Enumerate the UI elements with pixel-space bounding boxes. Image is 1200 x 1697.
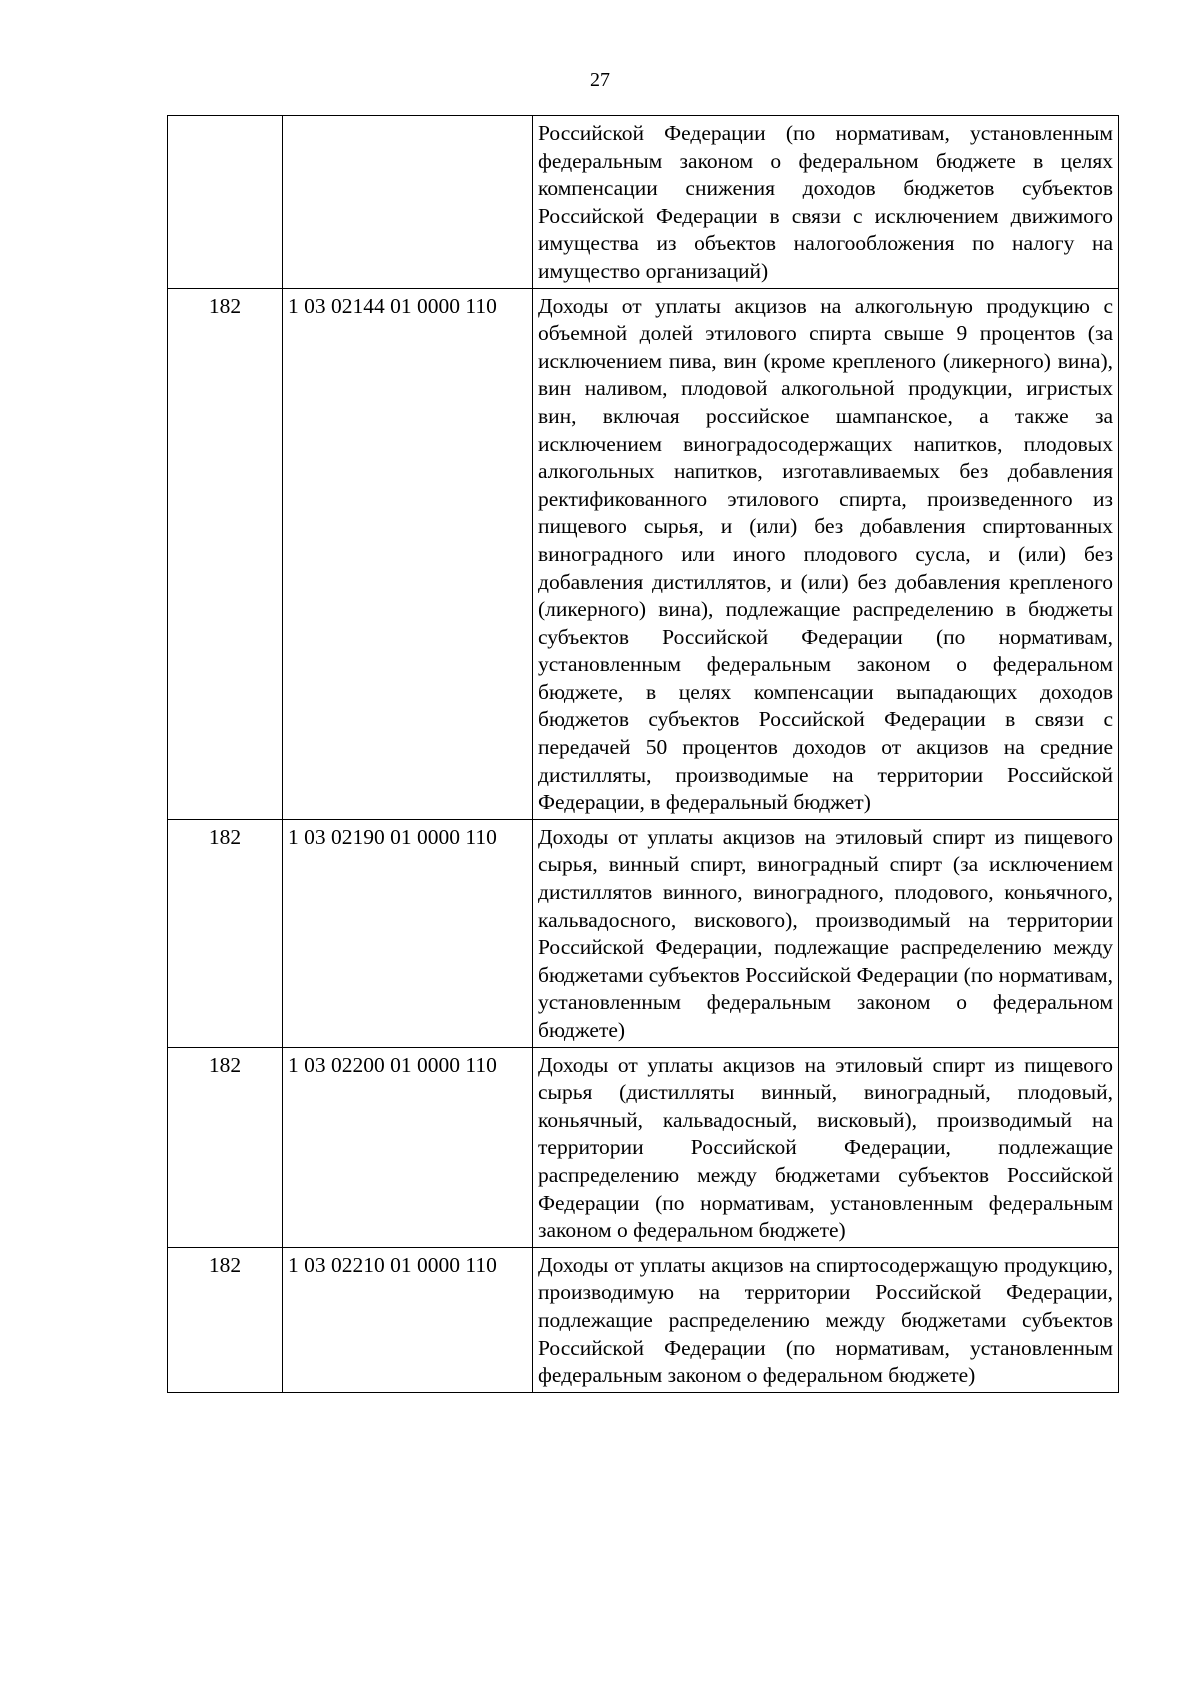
revenue-name-cell: Доходы от уплаты акцизов на этиловый спирт из пищевого сырья, винный спирт, виноградный спирт (за исключением дистиллятов винного, виноградного, плодового, коньячного, кальвадосного, вискового), производимый на территории Российской Федерации, подлежащие распределению между бюджетами субъектов Российской Федерации (по нормативам, установленным федеральным законом о федеральном бюджете) — [533, 819, 1119, 1047]
revenue-name-cell: Доходы от уплаты акцизов на алкогольную продукцию с объемной долей этилового спирта свыше 9 процентов (за исключением пива, вин (кроме крепленого (ликерного) вина), вин наливом, плодовой алкогольной продукции, игристых вин, включая российское шампанское, а также за исключением виноградосодержащих напитков, плодовых алкогольных напитков, изготавливаемых без добавления ректификованного этилового спирта, произведенного из пищевого сырья, и (или) без добавления спиртованных виноградного или иного плодового сусла, и (или) без добавления дистиллятов, и (или) без добавления крепленого (ликерного) вина), подлежащие распределению в бюджеты субъектов Российской Федерации (по нормативам, установленным федеральным законом о федеральном бюджете, в целях компенсации выпадающих доходов бюджетов субъектов Российской Федерации в связи с передачей 50 процентов доходов от акцизов на средние дистилляты, производимые на территории Российской Федерации, в федеральный бюджет) — [533, 288, 1119, 819]
admin-code-cell — [168, 116, 283, 289]
kbk-code-cell: 1 03 02200 01 0000 110 — [283, 1047, 533, 1247]
admin-code-cell: 182 — [168, 1047, 283, 1247]
revenue-name-cell: Доходы от уплаты акцизов на спиртосодержащую продукцию, производимую на территории Российской Федерации, подлежащие распределению между бюджетами субъектов Российской Федерации (по нормативам, установленным федеральным законом о федеральном бюджете) — [533, 1247, 1119, 1392]
table-row — [168, 819, 1119, 1047]
admin-code-cell: 182 — [168, 819, 283, 1047]
revenue-name-cell: Доходы от уплаты акцизов на этиловый спирт из пищевого сырья (дистилляты винный, виноградный, плодовый, коньячный, кальвадосный, висковый), производимый на территории Российской Федерации, подлежащие распределению между бюджетами субъектов Российской Федерации (по нормативам, установленным федеральным законом о федеральном бюджете) — [533, 1047, 1119, 1247]
revenue-name-cell: Российской Федерации (по нормативам, установленным федеральным законом о федеральном бюджете в целях компенсации снижения доходов бюджетов субъектов Российской Федерации в связи с исключением движимого имущества из объектов налогообложения по налогу на имущество организаций) — [533, 116, 1119, 289]
admin-code-cell: 182 — [168, 1247, 283, 1392]
revenue-classification-table — [167, 115, 1119, 1393]
table-row — [168, 1247, 1119, 1392]
kbk-code-cell — [283, 116, 533, 289]
admin-code-cell: 182 — [168, 288, 283, 819]
kbk-code-cell: 1 03 02190 01 0000 110 — [283, 819, 533, 1047]
table-row — [168, 1047, 1119, 1247]
kbk-code-cell: 1 03 02210 01 0000 110 — [283, 1247, 533, 1392]
table-row — [168, 288, 1119, 819]
table-row — [168, 116, 1119, 289]
kbk-code-cell: 1 03 02144 01 0000 110 — [283, 288, 533, 819]
page-number: 27 — [590, 69, 610, 91]
